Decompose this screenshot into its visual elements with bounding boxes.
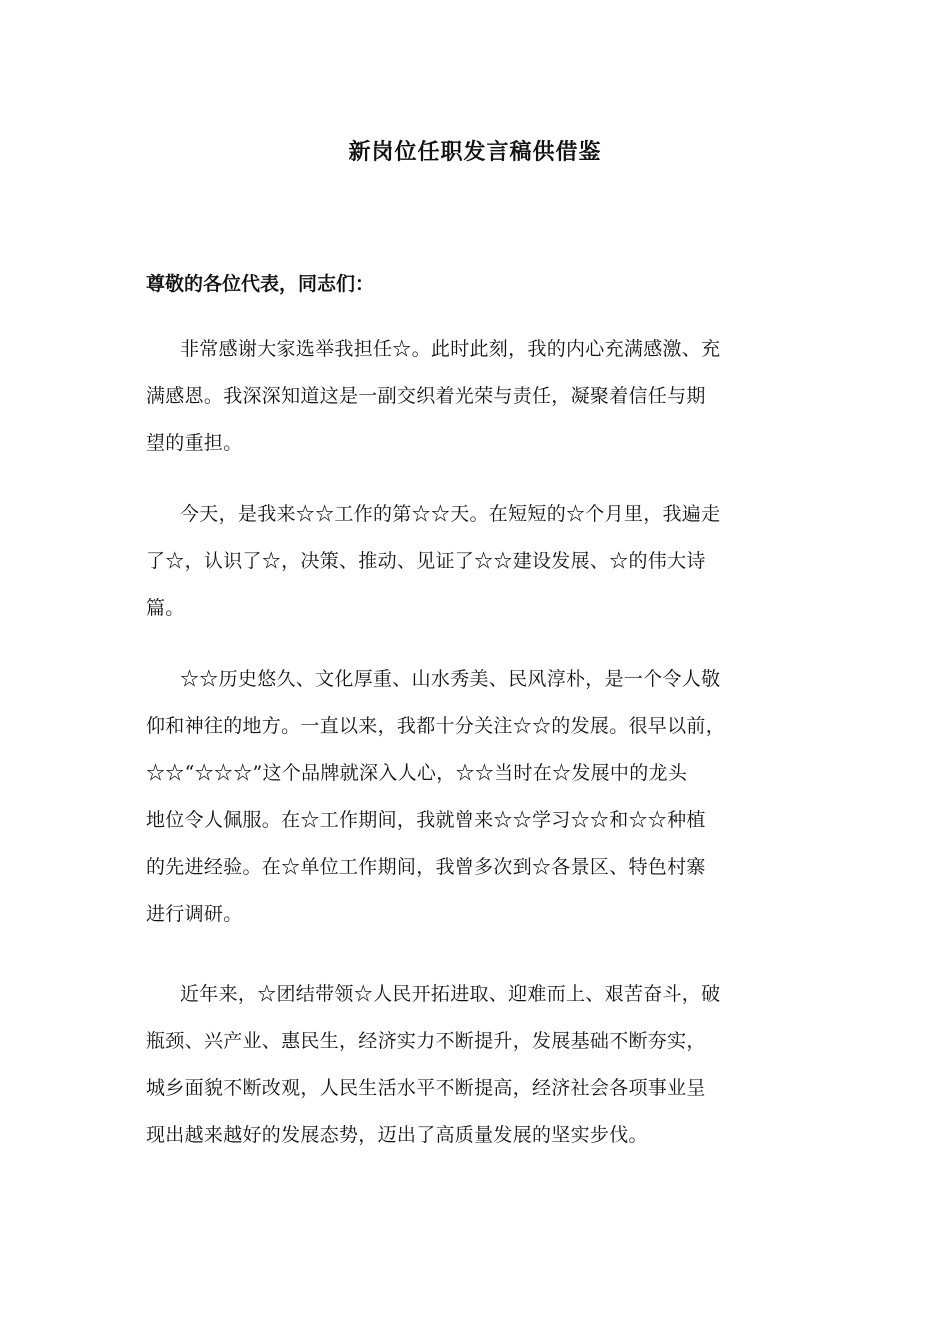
document-title: 新岗位任职发言稿供借鉴 bbox=[348, 139, 602, 165]
paragraph-line: ☆☆历史悠久、文化厚重、山水秀美、民风淳朴，是一个令人敬 bbox=[180, 668, 721, 690]
paragraph-1 bbox=[146, 326, 720, 467]
paragraph-line: 非常感谢大家选举我担任☆。此时此刻，我的内心充满感激、充 bbox=[180, 338, 721, 360]
paragraph-line: 望的重担。 bbox=[146, 432, 243, 454]
paragraph-line: 城乡面貌不断改观，人民生活水平不断提高，经济社会各项事业呈 bbox=[146, 1077, 706, 1099]
paragraph-line: 近年来，☆团结带领☆人民开拓进取、迎难而上、艰苦奋斗，破 bbox=[180, 983, 721, 1005]
paragraph-line: 地位令人佩服。在☆工作期间，我就曾来☆☆学习☆☆和☆☆种植 bbox=[146, 809, 706, 831]
paragraph-line: 现出越来越好的发展态势，迈出了高质量发展的坚实步伐。 bbox=[146, 1124, 648, 1146]
paragraph-line: 了☆，认识了☆，决策、推动、见证了☆☆建设发展、☆的伟大诗 bbox=[146, 550, 706, 572]
paragraph-line: 瓶颈、兴产业、惠民生，经济实力不断提升，发展基础不断夯实， bbox=[146, 1030, 706, 1052]
paragraph-line: 进行调研。 bbox=[146, 903, 243, 925]
paragraph-4 bbox=[146, 971, 720, 1159]
paragraph-line: 仰和神往的地方。一直以来，我都十分关注☆☆的发展。很早以前， bbox=[146, 715, 726, 737]
paragraph-3 bbox=[146, 656, 725, 938]
paragraph-line: 满感恩。我深深知道这是一副交织着光荣与责任，凝聚着信任与期 bbox=[146, 385, 706, 407]
paragraph-line: 今天，是我来☆☆工作的第☆☆天。在短短的☆个月里，我遍走 bbox=[180, 503, 721, 525]
salutation: 尊敬的各位代表，同志们： bbox=[146, 273, 375, 295]
paragraph-line: 篇。 bbox=[146, 597, 185, 619]
paragraph-2 bbox=[146, 491, 720, 632]
paragraph-line: 的先进经验。在☆单位工作期间，我曾多次到☆各景区、特色村寨 bbox=[146, 856, 706, 878]
paragraph-line: ☆☆“☆☆☆”这个品牌就深入人心，☆☆当时在☆发展中的龙头 bbox=[146, 762, 688, 784]
